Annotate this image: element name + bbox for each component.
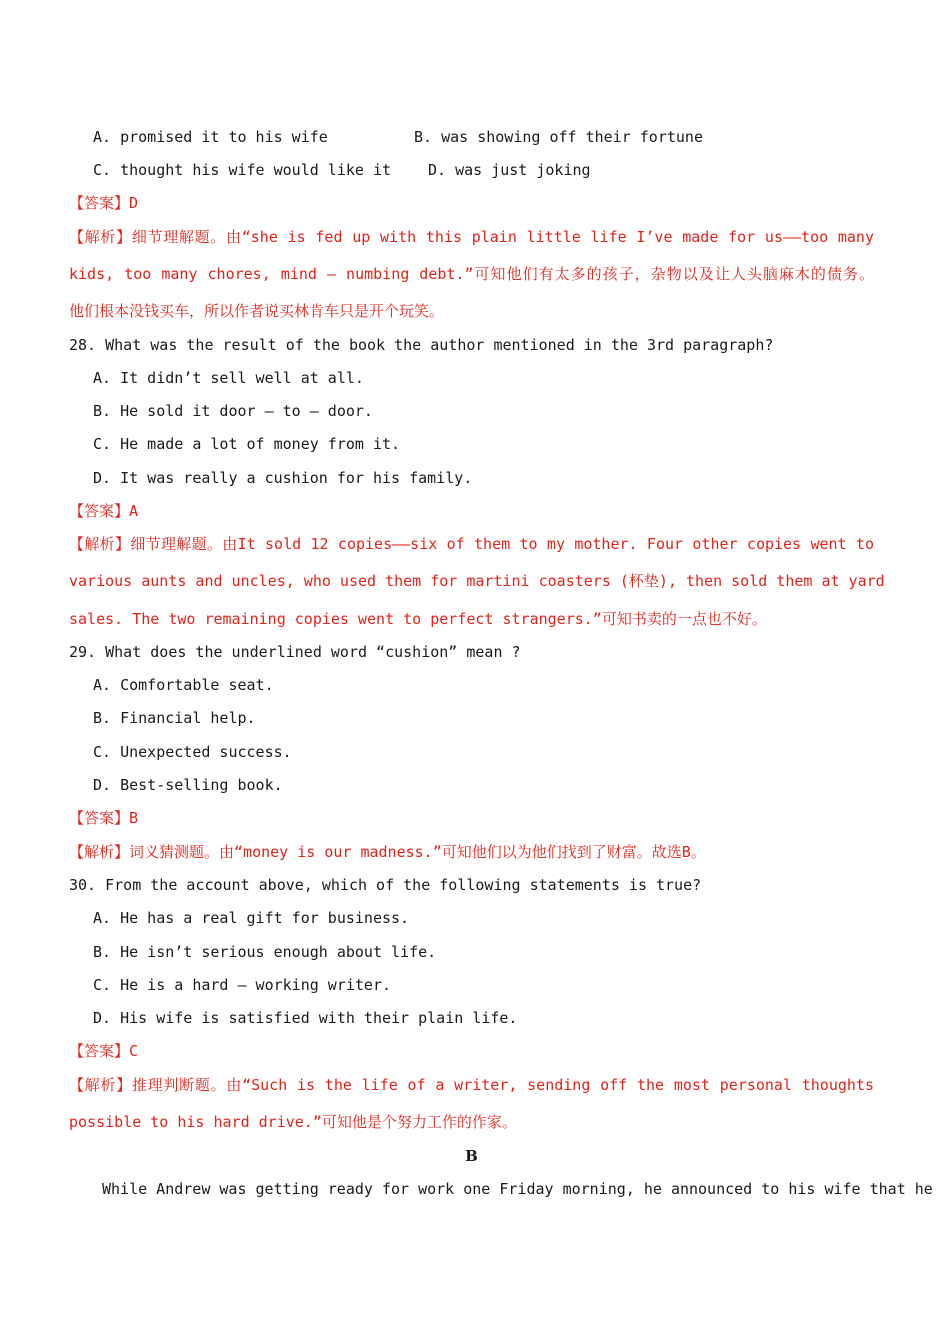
answer-value: A [129,502,139,520]
answer-value: B [129,809,139,827]
q29-analysis-line-1: 【解析】词义猜测题。由“money is our madness.”可知他们以为他们找到了财富。故选B。 [69,843,706,861]
q30-option-b: B. He isn’t serious enough about life. [93,943,437,961]
q27-analysis-line-1: 【解析】细节理解题。由“she is fed up with this plain little life I’ve made for us——too many [69,228,874,246]
q28-option-a: A. It didn’t sell well at all. [93,369,364,387]
q28-option-d: D. It was really a cushion for his family. [93,469,473,487]
answer-tag: 【答案】 [69,502,130,520]
answer-tag: 【答案】 [69,1042,130,1060]
q27-analysis-line-2: kids, too many chores, mind – numbing debt.”可知他们有太多的孩子，杂物以及让人头脑麻木的债务。 [69,265,874,283]
q27-option-b: B. was showing off their fortune [414,128,703,146]
q30-option-a: A. He has a real gift for business. [93,909,410,927]
analysis-tag: 【解析】 [69,843,130,861]
q30-analysis-line-1: 【解析】推理判断题。由“Such is the life of a writer, sending off the most personal thoughts [69,1076,874,1094]
q29-option-b: B. Financial help. [93,709,256,727]
section-heading: B [465,1147,478,1165]
q29-answer [69,808,874,828]
q28-analysis-line-1: 【解析】细节理解题。由It sold 12 copies——six of them to my mother. Four other copies went to [69,535,874,553]
answer-value: D [129,194,139,212]
q28-option-c: C. He made a lot of money from it. [93,435,401,453]
q28-option-b: B. He sold it door – to – door. [93,402,373,420]
q29-question: 29. What does the underlined word “cushion” mean ? [69,643,521,661]
q30-answer [69,1041,874,1061]
q28-analysis-line-2: various aunts and uncles, who used them for martini coasters (杯垫), then sold them at yard [69,572,885,590]
q29-option-d: D. Best-selling book. [93,776,283,794]
passage-first-line: While Andrew was getting ready for work one Friday morning, he announced to his wife that he [102,1180,933,1198]
q30-analysis-line-2: possible to his hard drive.”可知他是个努力工作的作家。 [69,1113,517,1131]
q29-option-c: C. Unexpected success. [93,743,292,761]
q30-question: 30. From the account above, which of the following statements is true? [69,876,702,894]
answer-value: C [129,1042,139,1060]
q27-option-d: D. was just joking [428,161,591,179]
q28-analysis-line-3: sales. The two remaining copies went to perfect strangers.”可知书卖的一点也不好。 [69,610,767,628]
q27-analysis-line-3: 他们根本没钱买车，所以作者说买林肯车只是开个玩笑。 [69,302,445,320]
answer-tag: 【答案】 [69,194,130,212]
q30-option-c: C. He is a hard – working writer. [93,976,392,994]
q29-option-a: A. Comfortable seat. [93,676,274,694]
q27-option-c: C. thought his wife would like it [93,161,392,179]
q27-option-a: A. promised it to his wife [93,128,328,146]
analysis-tag: 【解析】 [69,535,131,553]
analysis-tag: 【解析】 [69,1076,132,1094]
q28-answer [69,501,874,521]
q28-question: 28. What was the result of the book the author mentioned in the 3rd paragraph? [69,336,774,354]
analysis-tag: 【解析】 [69,228,132,246]
q27-answer [69,193,874,213]
answer-tag: 【答案】 [69,809,130,827]
q30-option-d: D. His wife is satisfied with their plain life. [93,1009,518,1027]
